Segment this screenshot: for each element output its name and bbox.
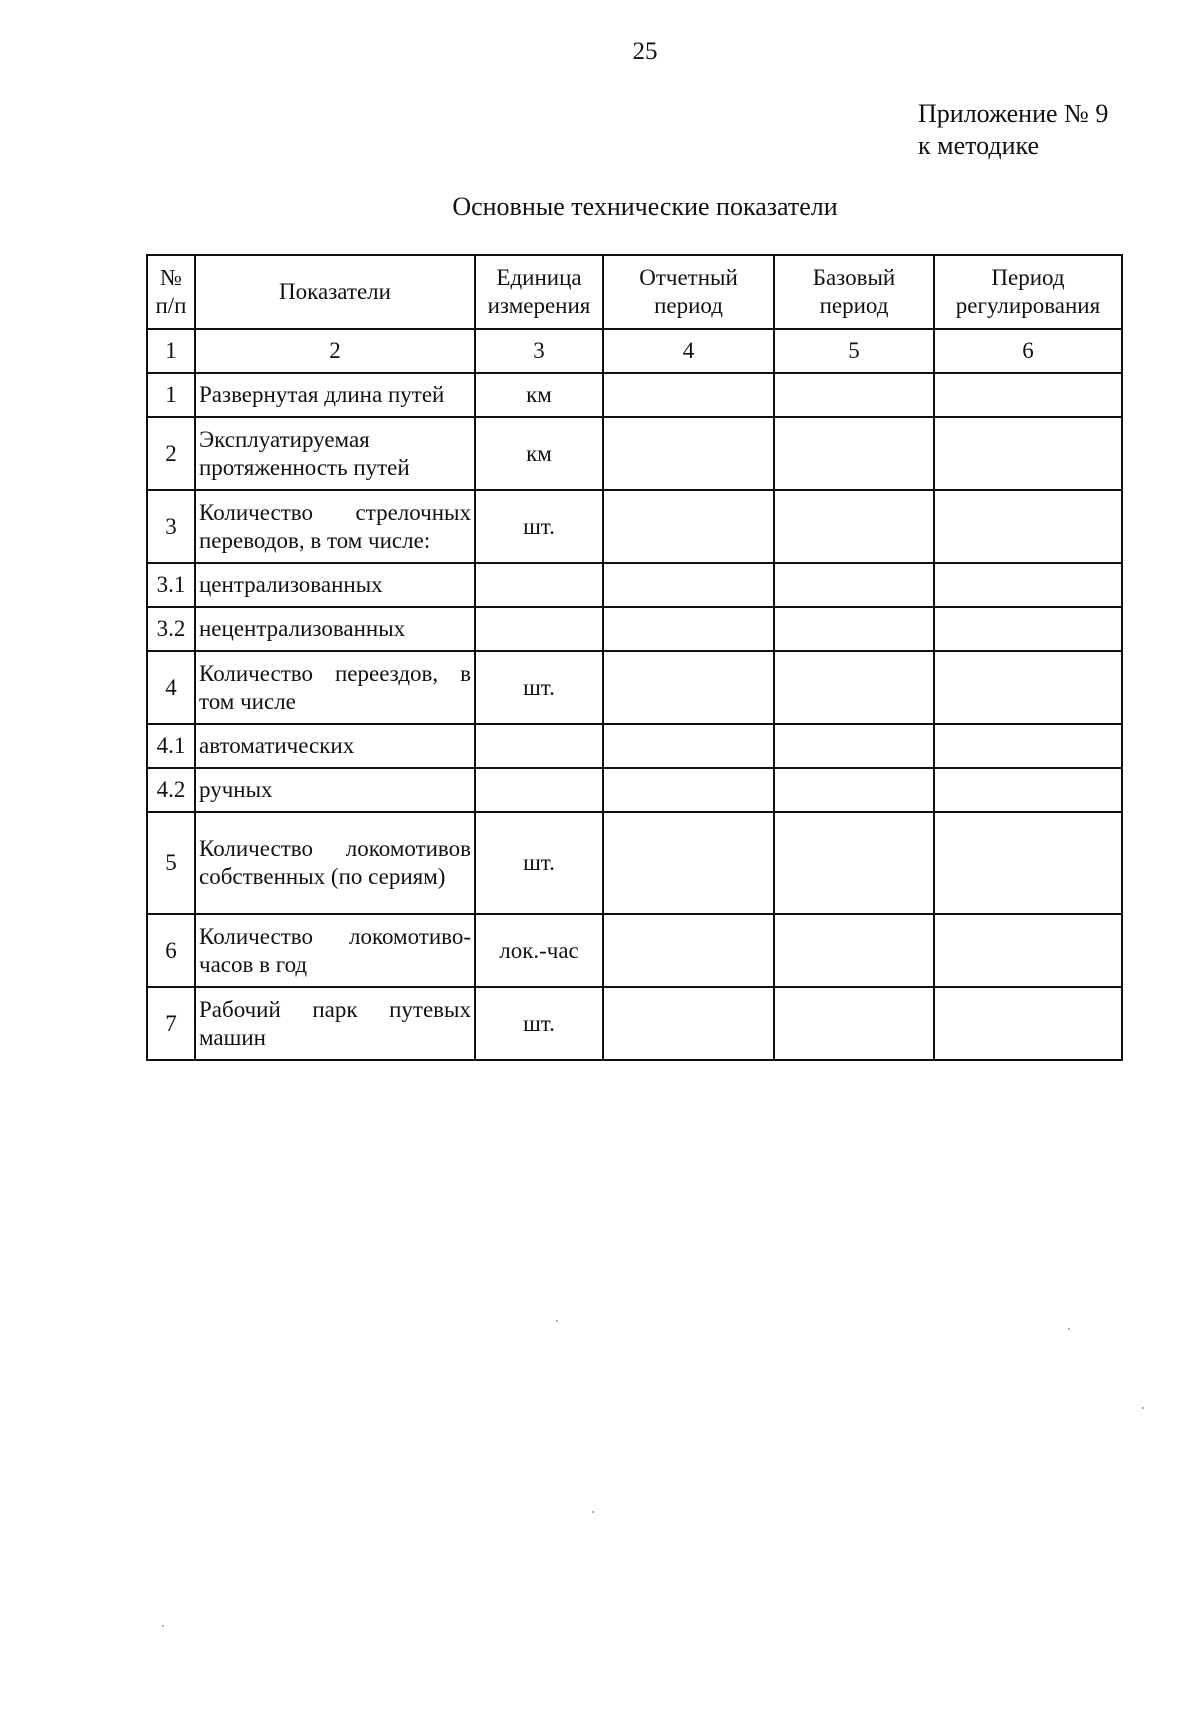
indicator-name: централизованных xyxy=(195,563,475,607)
regulation-period-cell xyxy=(934,914,1122,987)
table-row xyxy=(147,490,1122,563)
row-number: 4.2 xyxy=(147,768,195,812)
row-number: 3 xyxy=(147,490,195,563)
reporting-period-cell xyxy=(603,812,774,914)
reporting-period-cell xyxy=(603,914,774,987)
table-row xyxy=(147,373,1122,417)
table-row xyxy=(147,768,1122,812)
table-row xyxy=(147,724,1122,768)
reporting-period-cell xyxy=(603,724,774,768)
reporting-period-cell xyxy=(603,417,774,490)
appendix-caption xyxy=(918,98,1108,162)
regulation-period-cell xyxy=(934,373,1122,417)
unit-cell: шт. xyxy=(475,490,603,563)
header-reporting-period: Отчетный период xyxy=(603,255,774,329)
base-period-cell xyxy=(774,914,934,987)
regulation-period-cell xyxy=(934,490,1122,563)
base-period-cell xyxy=(774,417,934,490)
scan-speck xyxy=(162,1625,164,1627)
column-number: 4 xyxy=(603,329,774,373)
reporting-period-cell xyxy=(603,563,774,607)
indicator-name: Количество стрелочных переводов, в том числе: xyxy=(195,490,475,563)
regulation-period-cell xyxy=(934,987,1122,1060)
base-period-cell xyxy=(774,490,934,563)
indicators-table xyxy=(146,254,1123,1061)
scan-speck xyxy=(1068,1328,1070,1330)
unit-cell: лок.-час xyxy=(475,914,603,987)
table-row xyxy=(147,987,1122,1060)
column-number: 2 xyxy=(195,329,475,373)
column-number: 3 xyxy=(475,329,603,373)
base-period-cell xyxy=(774,651,934,724)
column-number-row xyxy=(147,329,1122,373)
header-regulation-period: Период регулирования xyxy=(934,255,1122,329)
indicator-name: нецентрализованных xyxy=(195,607,475,651)
unit-cell: шт. xyxy=(475,812,603,914)
unit-cell: км xyxy=(475,373,603,417)
reporting-period-cell xyxy=(603,607,774,651)
row-number: 7 xyxy=(147,987,195,1060)
reporting-period-cell xyxy=(603,490,774,563)
unit-cell xyxy=(475,724,603,768)
column-number: 6 xyxy=(934,329,1122,373)
base-period-cell xyxy=(774,768,934,812)
column-number: 1 xyxy=(147,329,195,373)
scan-speck xyxy=(556,1320,558,1322)
table-row xyxy=(147,812,1122,914)
base-period-cell xyxy=(774,724,934,768)
header-name: Показатели xyxy=(195,255,475,329)
page-number: 25 xyxy=(632,38,658,65)
header-base-period: Базовый период xyxy=(774,255,934,329)
indicator-name: ручных xyxy=(195,768,475,812)
regulation-period-cell xyxy=(934,812,1122,914)
base-period-cell xyxy=(774,563,934,607)
appendix-line-1: Приложение № 9 xyxy=(918,99,1109,128)
base-period-cell xyxy=(774,812,934,914)
header-num: № п/п xyxy=(147,255,195,329)
reporting-period-cell xyxy=(603,768,774,812)
row-number: 3.2 xyxy=(147,607,195,651)
row-number: 4 xyxy=(147,651,195,724)
indicator-name: Рабочий парк путевых машин xyxy=(195,987,475,1060)
regulation-period-cell xyxy=(934,607,1122,651)
reporting-period-cell xyxy=(603,987,774,1060)
unit-cell: шт. xyxy=(475,987,603,1060)
scan-speck xyxy=(592,1511,594,1513)
reporting-period-cell xyxy=(603,373,774,417)
header-unit: Единица измерения xyxy=(475,255,603,329)
unit-cell: км xyxy=(475,417,603,490)
row-number: 1 xyxy=(147,373,195,417)
table-row xyxy=(147,607,1122,651)
base-period-cell xyxy=(774,373,934,417)
scan-speck xyxy=(1142,1407,1144,1409)
table-row xyxy=(147,651,1122,724)
indicator-name: автоматических xyxy=(195,724,475,768)
row-number: 6 xyxy=(147,914,195,987)
indicator-name: Развернутая длина путей xyxy=(195,373,475,417)
row-number: 5 xyxy=(147,812,195,914)
header-row xyxy=(147,255,1122,329)
regulation-period-cell xyxy=(934,417,1122,490)
regulation-period-cell xyxy=(934,563,1122,607)
indicator-name: Количество локомотивов собственных (по сериям) xyxy=(195,812,475,914)
unit-cell xyxy=(475,768,603,812)
document-title: Основные технические показатели xyxy=(452,192,838,221)
reporting-period-cell xyxy=(603,651,774,724)
unit-cell xyxy=(475,607,603,651)
indicator-name: Эксплуатируемая протяженность путей xyxy=(195,417,475,490)
row-number: 4.1 xyxy=(147,724,195,768)
base-period-cell xyxy=(774,607,934,651)
unit-cell: шт. xyxy=(475,651,603,724)
table-row xyxy=(147,417,1122,490)
unit-cell xyxy=(475,563,603,607)
regulation-period-cell xyxy=(934,768,1122,812)
row-number: 2 xyxy=(147,417,195,490)
regulation-period-cell xyxy=(934,724,1122,768)
indicator-name: Количество локомотиво-часов в год xyxy=(195,914,475,987)
row-number: 3.1 xyxy=(147,563,195,607)
table-row xyxy=(147,914,1122,987)
base-period-cell xyxy=(774,987,934,1060)
regulation-period-cell xyxy=(934,651,1122,724)
table-row xyxy=(147,563,1122,607)
column-number: 5 xyxy=(774,329,934,373)
indicator-name: Количество переездов, в том числе xyxy=(195,651,475,724)
appendix-line-2: к методике xyxy=(918,131,1040,160)
